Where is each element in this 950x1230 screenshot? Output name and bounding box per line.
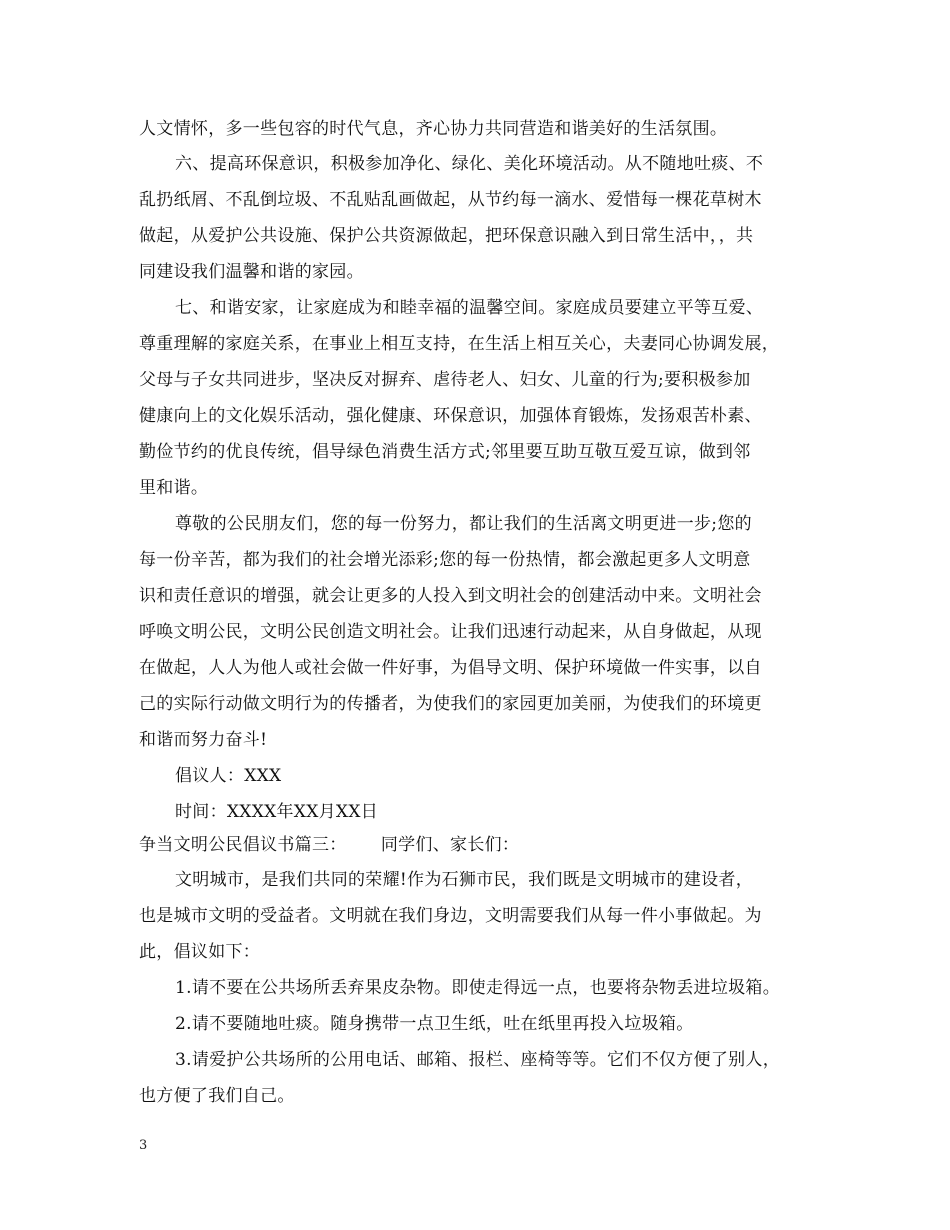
text-line: 文明城市，是我们共同的荣耀!作为石狮市民，我们既是文明城市的建设者， (175, 870, 754, 890)
section-heading: 争当文明公民倡议书篇三： 同学们、家长们： (139, 835, 520, 855)
text-line: 尊重理解的家庭关系，在事业上相互支持，在生活上相互关心，夫妻同心协调发展， (139, 334, 780, 354)
text-line: 此，倡议如下： (139, 942, 261, 962)
text-line: 己的实际行动做文明行为的传播者，为使我们的家园更加美丽，为使我们的环境更 (139, 694, 762, 714)
text-line: 勤俭节约的优良传统，倡导绿色消费生活方式;邻里要互助互敬互爱互谅，做到邻 (139, 442, 751, 462)
text-line: 做起，从爱护公共设施、保护公共资源做起，把环保意识融入到日常生活中，，共 (139, 226, 754, 246)
text-line: 在做起，人人为他人或社会做一件好事，为倡导文明、保护环境做一件实事，以自 (139, 658, 762, 678)
text-line: 乱扔纸屑、不乱倒垃圾、不乱贴乱画做起，从节约每一滴水、爱惜每一棵花草树木 (139, 190, 762, 210)
list-item: 2.请不要随地吐痰。随身携带一点卫生纸，吐在纸里再投入垃圾箱。 (175, 1014, 694, 1034)
text-line: 也方便了我们自己。 (139, 1086, 295, 1106)
text-line: 同建设我们温馨和谐的家园。 (139, 262, 364, 282)
text-line: 呼唤文明公民，文明公民创造文明社会。让我们迅速行动起来，从自身做起，从现 (139, 622, 762, 642)
text-line: 人文情怀，多一些包容的时代气息，齐心协力共同营造和谐美好的生活氛围。 (139, 119, 728, 139)
text-line: 每一份辛苦，都为我们的社会增光添彩;您的每一份热情，都会激起更多人文明意 (139, 550, 751, 570)
text-line: 也是城市文明的受益者。文明就在我们身边，文明需要我们从每一件小事做起。为 (139, 906, 762, 926)
signatory-line: 倡议人：XXX (175, 766, 282, 786)
text-line: 父母与子女共同进步，坚决反对摒弃、虐待老人、妇女、儿童的行为;要积极参加 (139, 370, 751, 390)
date-line: 时间：XXXX年XX月XX日 (175, 802, 379, 822)
text-line: 尊敬的公民朋友们，您的每一份努力，都让我们的生活离文明更进一步;您的 (175, 514, 752, 534)
text-line: 和谐而努力奋斗! (139, 730, 268, 750)
list-item: 1.请不要在公共场所丢弃果皮杂物。即使走得远一点，也要将杂物丢进垃圾箱。 (175, 978, 781, 998)
page-number: 3 (139, 1138, 148, 1153)
text-line: 七、和谐安家，让家庭成为和睦幸福的温馨空间。家庭成员要建立平等互爱、 (175, 298, 764, 318)
text-line: 健康向上的文化娱乐活动，强化健康、环保意识，加强体育锻炼，发扬艰苦朴素、 (139, 406, 762, 426)
text-line: 里和谐。 (139, 478, 209, 498)
text-line: 识和责任意识的增强，就会让更多的人投入到文明社会的创建活动中来。文明社会 (139, 586, 762, 606)
text-line: 六、提高环保意识，积极参加净化、绿化、美化环境活动。从不随地吐痰、不 (175, 154, 764, 174)
list-item: 3.请爱护公共场所的公用电话、邮箱、报栏、座椅等等。它们不仅方便了别人， (175, 1050, 781, 1070)
